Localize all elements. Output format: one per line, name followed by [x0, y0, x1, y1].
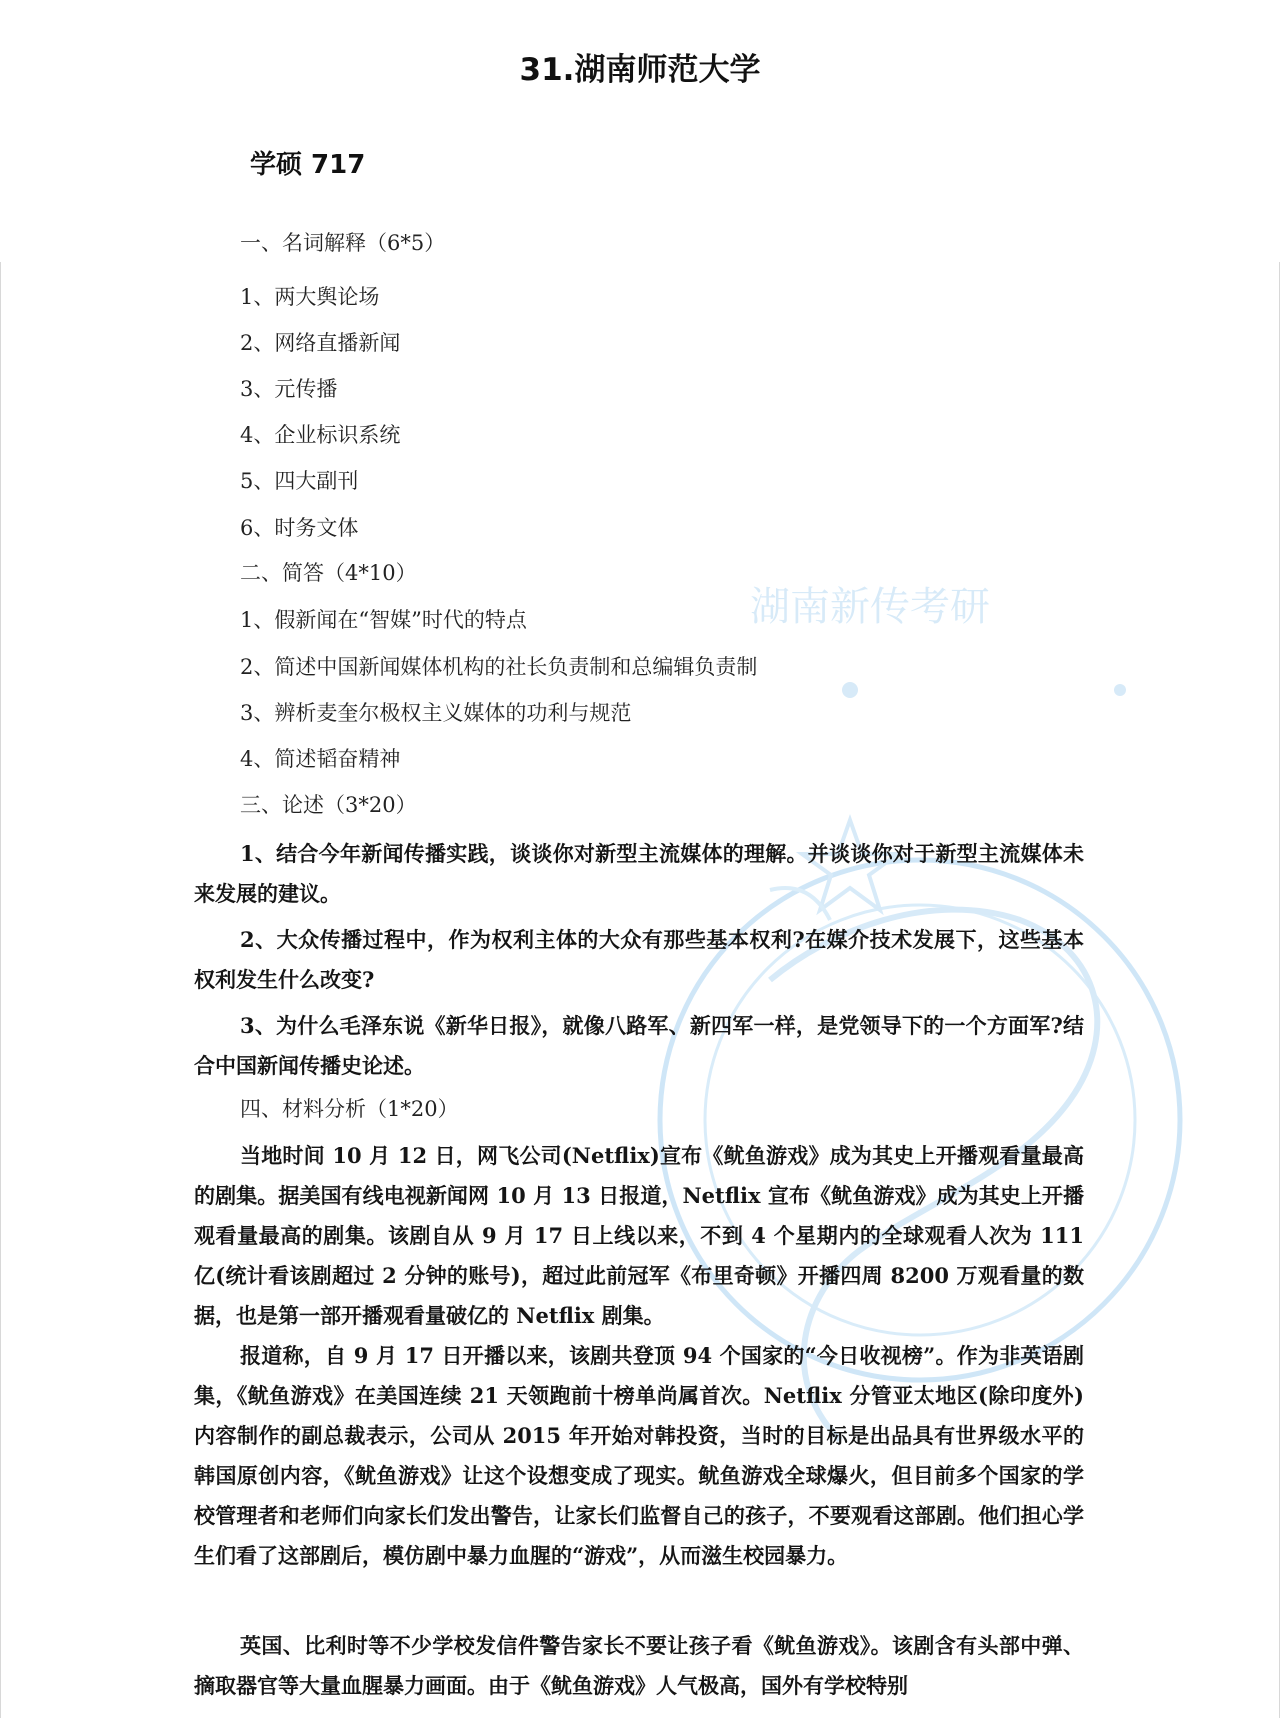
section-heading-material: 四、材料分析（1*20）	[240, 1097, 459, 1121]
list-item: 3、元传播	[240, 377, 338, 401]
section-heading-essay: 三、论述（3*20）	[240, 793, 417, 817]
list-item: 1、假新闻在“智媒”时代的特点	[240, 608, 527, 632]
material-paragraph-1: 当地时间 10 月 12 日，网飞公司(Netflix)宣布《鱿鱼游戏》成为其史上开播观看量最高的剧集。据美国有线电视新闻网 10 月 13 日报道，Netflix 宣布《鱿鱼游戏》成为其史上开播观看量最高的剧集。该剧自从 9 月 17 日上线以来，不到 4 个星期内的全球观看人次为 111 亿(统计看该剧超过 2 分钟的账号)，超过此前冠军《布里奇顿》开播四周 8200 万观看量的数据，也是第一部开播观看量破亿的 Netflix 剧集。	[194, 1143, 1084, 1328]
list-item: 3、辨析麦奎尔极权主义媒体的功利与规范	[240, 701, 632, 725]
page-title: 31.湖南师范大学	[519, 52, 761, 88]
page-edge-left	[0, 262, 1, 1718]
list-item: 2、网络直播新闻	[240, 331, 401, 355]
list-item: 4、简述韬奋精神	[240, 747, 401, 771]
list-item: 2、简述中国新闻媒体机构的社长负责制和总编辑负责制	[240, 655, 758, 679]
list-item: 5、四大副刊	[240, 469, 359, 493]
essay-question-1: 1、结合今年新闻传播实践，谈谈你对新型主流媒体的理解。并谈谈你对于新型主流媒体未来发展的建议。	[194, 841, 1084, 906]
list-item: 4、企业标识系统	[240, 423, 401, 447]
page-subtitle: 学硕 717	[250, 150, 366, 180]
essay-question-2: 2、大众传播过程中，作为权利主体的大众有那些基本权利?在媒介技术发展下，这些基本权利发生什么改变?	[194, 927, 1084, 992]
section-heading-terms: 一、名词解释（6*5）	[240, 231, 446, 255]
list-item: 6、时务文体	[240, 516, 359, 540]
material-paragraph-3: 英国、比利时等不少学校发信件警告家长不要让孩子看《鱿鱼游戏》。该剧含有头部中弹、摘取器官等大量血腥暴力画面。由于《鱿鱼游戏》人气极高，国外有学校特别	[194, 1633, 1084, 1698]
material-paragraph-2: 报道称，自 9 月 17 日开播以来，该剧共登顶 94 个国家的“今日收视榜”。作为非英语剧集，《鱿鱼游戏》在美国连续 21 天领跑前十榜单尚属首次。Netflix 分管亚太地区(除印度外)内容制作的副总裁表示，公司从 2015 年开始对韩投资，当时的目标是出品具有世界级水平的韩国原创内容，《鱿鱼游戏》让这个设想变成了现实。鱿鱼游戏全球爆火，但目前多个国家的学校管理者和老师们向家长们发出警告，让家长们监督自己的孩子，不要观看这部剧。他们担心学生们看了这部剧后，模仿剧中暴力血腥的“游戏”，从而滋生校园暴力。	[194, 1343, 1084, 1568]
list-item: 1、两大舆论场	[240, 285, 380, 309]
watermark-text: 湖南新传考研	[750, 584, 990, 630]
essay-question-3: 3、为什么毛泽东说《新华日报》，就像八路军、新四军一样，是党领导下的一个方面军?结合中国新闻传播史论述。	[194, 1013, 1084, 1078]
section-heading-short-answer: 二、简答（4*10）	[240, 561, 417, 585]
